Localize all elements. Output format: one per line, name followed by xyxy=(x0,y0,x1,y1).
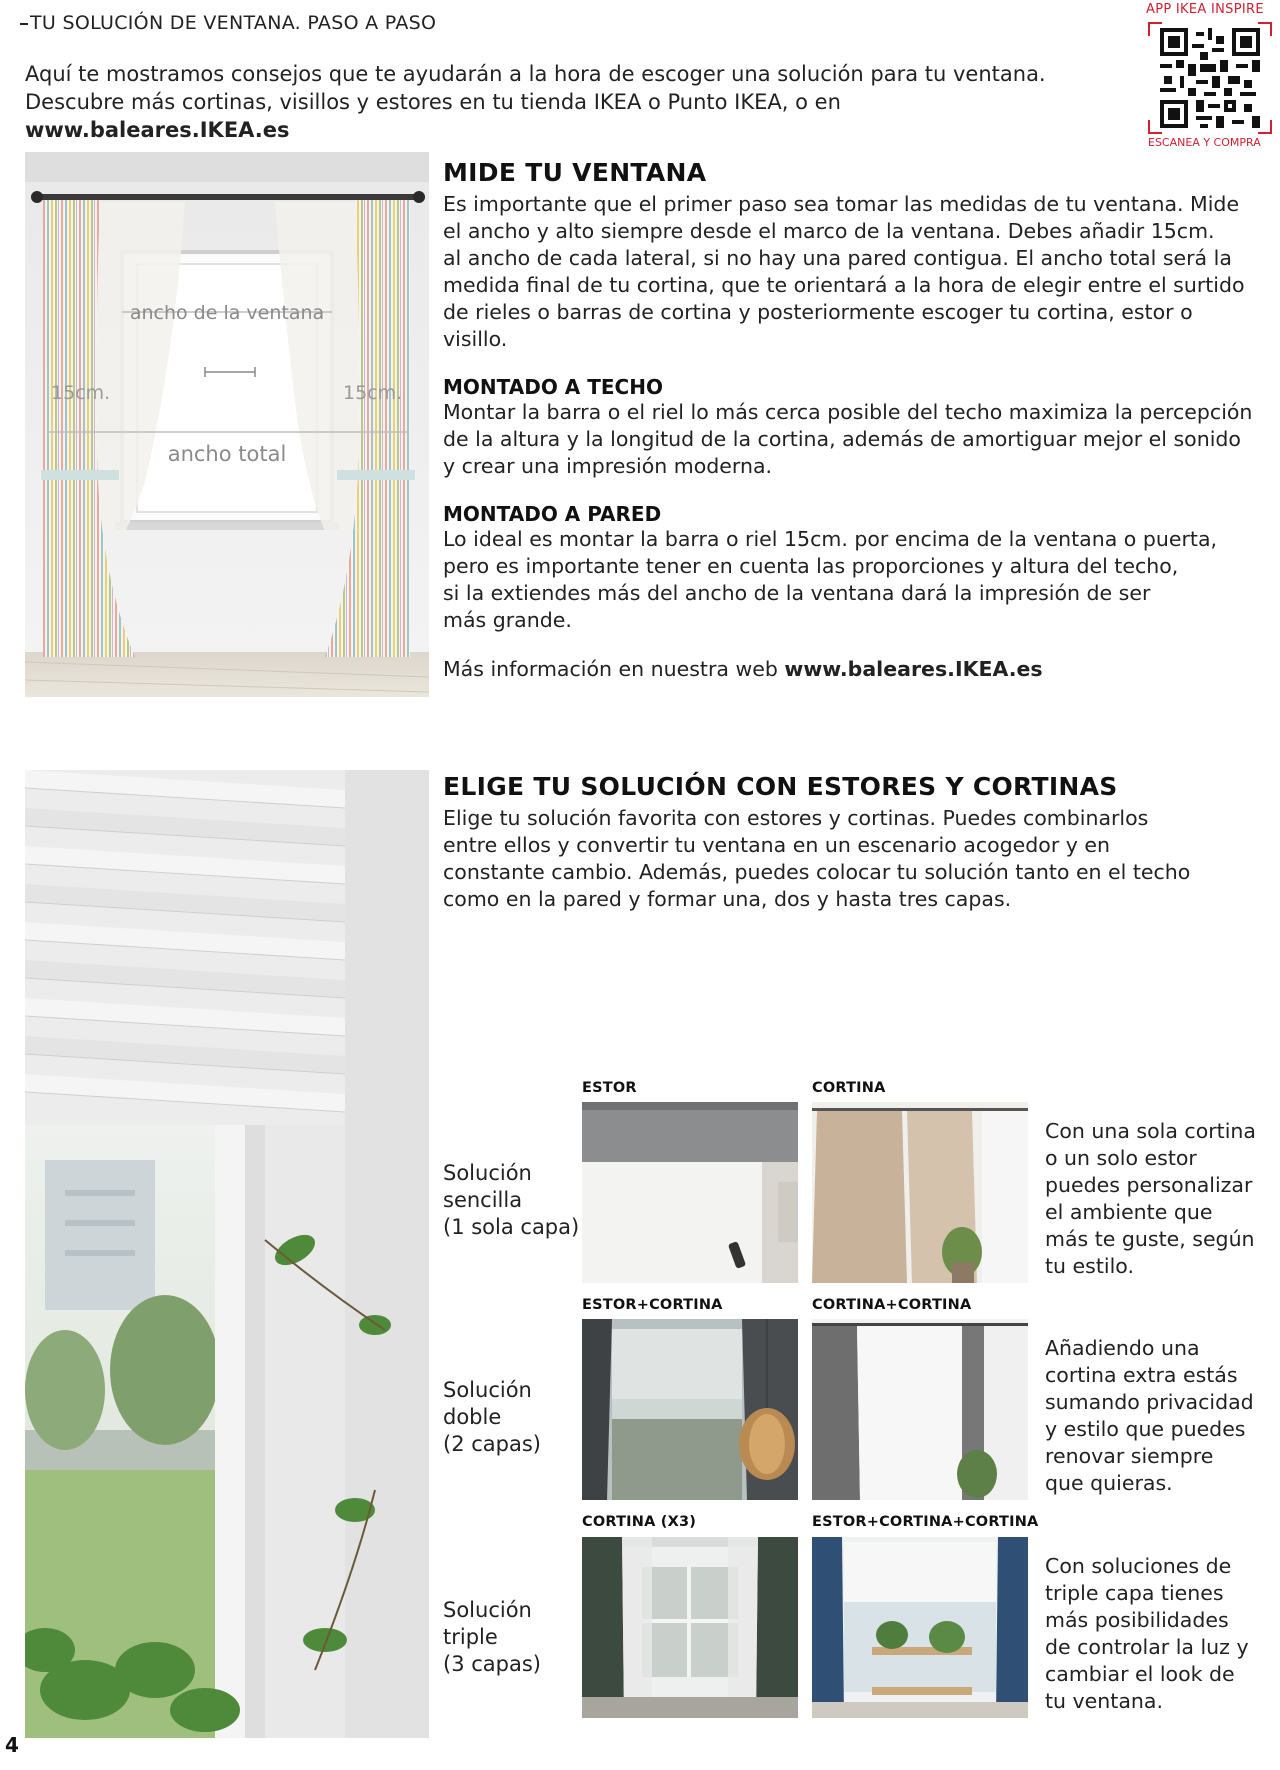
text-line: doble xyxy=(443,1405,502,1429)
text-line: renovar siempre xyxy=(1045,1444,1214,1468)
text-line: de rieles o barras de cortina y posteriormente escoger tu cortina, estor o xyxy=(443,300,1193,324)
photo-cortina-x3 xyxy=(582,1537,798,1718)
caption-estor-cortina: ESTOR+CORTINA xyxy=(582,1297,723,1313)
photo-estor-drawing xyxy=(582,1102,798,1283)
intro-text xyxy=(25,60,1085,144)
pleated-blind-photo xyxy=(25,770,429,1738)
intro-url-link[interactable]: www.baleares.IKEA.es xyxy=(25,118,290,142)
text-line: medida final de tu cortina, que te orientará a la hora de elegir entre el surtido xyxy=(443,273,1245,297)
text-line: tu estilo. xyxy=(1045,1254,1134,1278)
section-measure-body xyxy=(443,191,1273,353)
wall-mount-body xyxy=(443,526,1273,634)
text-line: si la extiendes más del ancho de la ventana dará la impresión de ser xyxy=(443,581,1151,605)
caption-cortina-x3: CORTINA (X3) xyxy=(582,1514,697,1530)
page-header-title xyxy=(20,12,436,34)
text-line: sencilla xyxy=(443,1188,523,1212)
more-info-url-link[interactable]: www.baleares.IKEA.es xyxy=(784,657,1043,681)
caption-estor-cortina-cortina: ESTOR+CORTINA+CORTINA xyxy=(812,1514,1039,1530)
intro-line-2 xyxy=(25,88,1085,144)
caption-cortina: CORTINA xyxy=(812,1080,886,1096)
text-line: más grande. xyxy=(443,608,572,632)
section-measure xyxy=(443,158,1273,683)
text-line: o un solo estor xyxy=(1045,1146,1197,1170)
text-line: Añadiendo una xyxy=(1045,1336,1200,1360)
intro-line-1: Aquí te mostramos consejos que te ayudarán a la hora de escoger una solución para tu ventana. xyxy=(25,62,1046,86)
text-line: más posibilidades xyxy=(1045,1608,1229,1632)
photo-cortina-cortina xyxy=(812,1319,1028,1500)
caption-cortina-cortina: CORTINA+CORTINA xyxy=(812,1297,972,1313)
text-line: Es importante que el primer paso sea tomar las medidas de tu ventana. Mide xyxy=(443,192,1240,216)
photo-estor-cortina-drawing xyxy=(582,1319,798,1500)
text-line: Solución xyxy=(443,1161,532,1185)
photo-estor xyxy=(582,1102,798,1283)
qr-block[interactable] xyxy=(1140,0,1280,150)
solution-label-double xyxy=(443,1377,541,1458)
text-line: (2 capas) xyxy=(443,1432,541,1456)
text-line: como en la pared y formar una, dos y hasta tres capas. xyxy=(443,887,1012,911)
text-line: el ambiente que xyxy=(1045,1200,1213,1224)
text-line: más te guste, según xyxy=(1045,1227,1255,1251)
pleated-blind-drawing xyxy=(25,770,429,1738)
text-line: triple xyxy=(443,1625,498,1649)
header-mark-icon xyxy=(20,23,28,25)
more-info-text: Más información en nuestra web xyxy=(443,657,785,681)
text-line: que quieras. xyxy=(1045,1471,1173,1495)
text-line: puedes personalizar xyxy=(1045,1173,1253,1197)
text-line: y crear una impresión moderna. xyxy=(443,454,773,478)
ceiling-mount-body xyxy=(443,399,1273,480)
photo-cortina xyxy=(812,1102,1028,1283)
qr-code-icon[interactable] xyxy=(1160,28,1260,128)
section-choose xyxy=(443,772,1273,913)
solution-label-triple xyxy=(443,1597,541,1678)
text-line: Solución xyxy=(443,1598,532,1622)
qr-frame xyxy=(1148,22,1272,134)
text-line: Elige tu solución favorita con estores y cortinas. Puedes combinarlos xyxy=(443,806,1149,830)
photo-cortina-cortina-drawing xyxy=(812,1319,1028,1500)
text-line: Montar la barra o el riel lo más cerca posible del techo maximiza la percepción xyxy=(443,400,1253,424)
text-line: (3 capas) xyxy=(443,1652,541,1676)
photo-estor-cortina-cortina xyxy=(812,1537,1028,1718)
text-line: entre ellos y convertir tu ventana en un escenario acogedor y en xyxy=(443,833,1111,857)
text-line: el ancho y alto siempre desde el marco de la ventana. Debes añadir 15cm. xyxy=(443,219,1215,243)
header-title-text: TU SOLUCIÓN DE VENTANA. PASO A PASO xyxy=(30,12,437,34)
text-line: al ancho de cada lateral, si no hay una pared contigua. El ancho total será la xyxy=(443,246,1232,270)
solution-desc-double xyxy=(1045,1335,1254,1497)
text-line: Lo ideal es montar la barra o riel 15cm. por encima de la ventana o puerta, xyxy=(443,527,1218,551)
text-line: y estilo que puedes xyxy=(1045,1417,1246,1441)
caption-estor: ESTOR xyxy=(582,1080,637,1096)
photo-cortina-drawing xyxy=(812,1102,1028,1283)
ceiling-mount-title: MONTADO A TECHO xyxy=(443,375,663,399)
label-left-15cm: 15cm. xyxy=(51,382,111,404)
qr-label-top: APP IKEA INSPIRE xyxy=(1146,2,1264,17)
text-line: tu ventana. xyxy=(1045,1689,1163,1713)
text-line: constante cambio. Además, puedes colocar tu solución tanto en el techo xyxy=(443,860,1191,884)
text-line: (1 sola capa) xyxy=(443,1215,580,1239)
text-line: Con una sola cortina xyxy=(1045,1119,1256,1143)
text-line: visillo. xyxy=(443,327,508,351)
text-line: pero es importante tener en cuenta las proporciones y altura del techo, xyxy=(443,554,1179,578)
photo-cortina-x3-drawing xyxy=(582,1537,798,1718)
qr-label-bottom: ESCANEA Y COMPRA xyxy=(1148,136,1261,149)
section-measure-title: MIDE TU VENTANA xyxy=(443,158,707,187)
section-choose-title: ELIGE TU SOLUCIÓN CON ESTORES Y CORTINAS xyxy=(443,772,1118,801)
photo-estor-cortina xyxy=(582,1319,798,1500)
intro-line-2-text: Descubre más cortinas, visillos y estores en tu tienda IKEA o Punto IKEA, o en xyxy=(25,90,841,114)
text-line: sumando privacidad xyxy=(1045,1390,1254,1414)
text-line: de la altura y la longitud de la cortina, además de amortiguar mejor el sonido xyxy=(443,427,1241,451)
photo-estor-cortina-cortina-drawing xyxy=(812,1537,1028,1718)
solution-desc-triple xyxy=(1045,1553,1249,1715)
solution-label-single xyxy=(443,1160,579,1241)
text-line: cambiar el look de xyxy=(1045,1662,1235,1686)
label-window-width: ancho de la ventana xyxy=(129,302,325,324)
text-line: Solución xyxy=(443,1378,532,1402)
more-info-line xyxy=(443,656,1273,683)
text-line: Con soluciones de xyxy=(1045,1554,1232,1578)
page-number: 4 xyxy=(5,1733,19,1757)
window-measure-illustration xyxy=(25,152,429,697)
text-line: cortina extra estás xyxy=(1045,1363,1238,1387)
solution-desc-single xyxy=(1045,1118,1256,1280)
wall-mount-title: MONTADO A PARED xyxy=(443,502,662,526)
label-right-15cm: 15cm. xyxy=(343,382,403,404)
section-choose-body xyxy=(443,805,1273,913)
window-measure-drawing xyxy=(25,152,429,697)
text-line: de controlar la luz y xyxy=(1045,1635,1249,1659)
text-line: triple capa tienes xyxy=(1045,1581,1224,1605)
label-total-width: ancho total xyxy=(167,442,287,466)
